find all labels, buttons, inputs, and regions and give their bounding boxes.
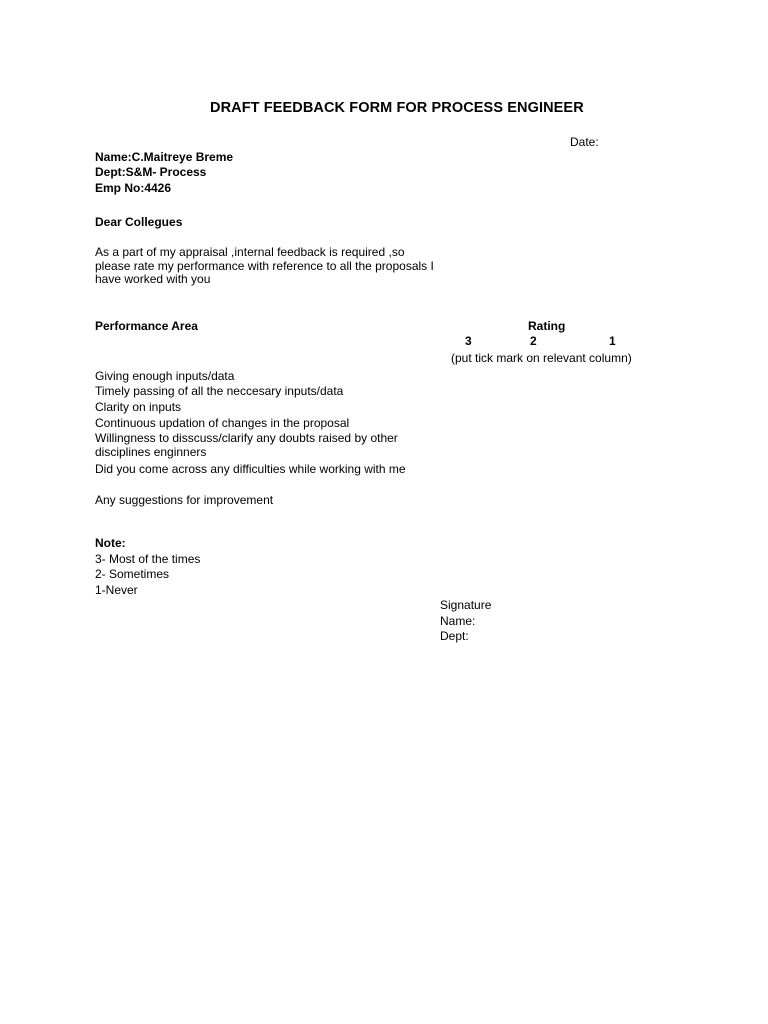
note-line: 2- Sometimes [95, 567, 170, 581]
rating-column-3: 3 [465, 334, 472, 348]
note-line: 1-Never [95, 583, 138, 597]
salutation: Dear Collegues [95, 215, 183, 229]
rating-header: Rating [528, 319, 566, 333]
performance-item: Clarity on inputs [95, 400, 182, 414]
suggestions-label: Any suggestions for improvement [95, 493, 274, 507]
performance-area-header: Performance Area [95, 319, 198, 333]
intro-paragraph: As a part of my appraisal ,internal feedback is required ,so please rate my performance with reference to all the proposals I have worked with you [95, 245, 434, 286]
performance-item: Continuous updation of changes in the proposal [95, 416, 350, 430]
rating-column-2: 2 [530, 334, 537, 348]
employee-number: Emp No:4426 [95, 181, 172, 195]
performance-item: Giving enough inputs/data [95, 369, 235, 383]
performance-item: Willingness to disscuss/clarify any doubts raised by other disciplines enginners [95, 431, 398, 459]
page-title: DRAFT FEEDBACK FORM FOR PROCESS ENGINEER [210, 100, 584, 116]
tick-note: (put tick mark on relevant column) [451, 351, 632, 365]
date-label: Date: [570, 135, 599, 149]
employee-dept: Dept:S&M- Process [95, 165, 207, 179]
note-line: 3- Most of the times [95, 552, 201, 566]
employee-name: Name:C.Maitreye Breme [95, 150, 234, 164]
signature-name-label: Name: [440, 614, 476, 628]
signature-label: Signature [440, 598, 492, 612]
signature-dept-label: Dept: [440, 629, 469, 643]
rating-column-1: 1 [609, 334, 616, 348]
note-heading: Note: [95, 536, 126, 550]
performance-item: Did you come across any difficulties while working with me [95, 462, 406, 476]
performance-item: Timely passing of all the neccesary inputs/data [95, 384, 344, 398]
